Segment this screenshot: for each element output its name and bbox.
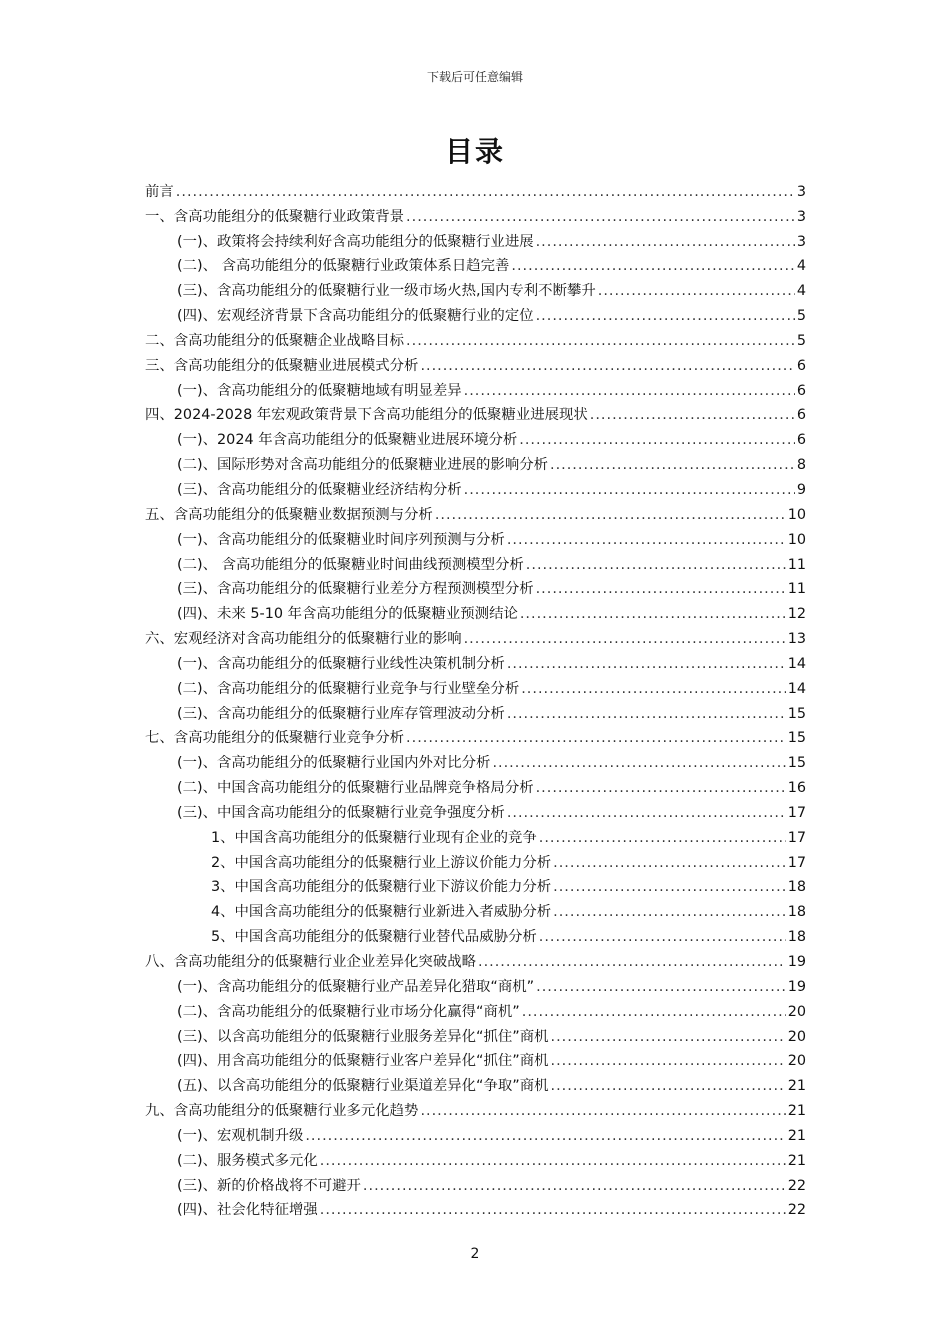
toc-leader-dots xyxy=(536,306,795,326)
toc-entry-text: (四)、用含高功能组分的低聚糖行业客户差异化“抓住”商机 xyxy=(177,1053,549,1070)
toc-entry-text: (三)、以含高功能组分的低聚糖行业服务差异化“抓住”商机 xyxy=(177,1028,549,1045)
toc-entry[interactable] xyxy=(145,1146,806,1171)
toc-leader-dots xyxy=(551,1027,786,1047)
toc-leader-dots xyxy=(435,505,786,525)
toc-leader-dots xyxy=(536,232,795,252)
toc-entry-page: 18 xyxy=(787,904,806,921)
toc-entry-text: (三)、新的价格战将不可避开 xyxy=(177,1177,361,1194)
toc-leader-dots xyxy=(521,679,785,699)
toc-entry-text: (三)、含高功能组分的低聚糖行业一级市场火热,国内专利不断攀升 xyxy=(177,283,596,300)
toc-entry-page: 13 xyxy=(787,631,806,648)
toc-entry-page: 14 xyxy=(787,680,806,697)
toc-entry-page: 14 xyxy=(787,655,806,672)
toc-entry-page: 20 xyxy=(787,1053,806,1070)
toc-entry-page: 20 xyxy=(787,1028,806,1045)
toc-entry[interactable] xyxy=(145,674,806,699)
toc-entry-page: 4 xyxy=(796,258,806,275)
toc-entry-text: 一、含高功能组分的低聚糖行业政策背景 xyxy=(145,208,405,225)
toc-entry[interactable] xyxy=(145,922,806,947)
toc-entry-text: 九、含高功能组分的低聚糖行业多元化趋势 xyxy=(145,1103,419,1120)
toc-leader-dots xyxy=(536,579,786,599)
toc-entry[interactable] xyxy=(145,773,806,798)
toc-entry-page: 5 xyxy=(796,332,806,349)
toc-leader-dots xyxy=(536,778,786,798)
toc-entry-text: (二)、 含高功能组分的低聚糖行业政策体系日趋完善 xyxy=(177,258,510,275)
toc-entry-page: 4 xyxy=(796,283,806,300)
toc-entry-page: 15 xyxy=(787,755,806,772)
toc-entry[interactable] xyxy=(145,823,806,848)
toc-entry[interactable] xyxy=(145,897,806,922)
toc-entry[interactable] xyxy=(145,972,806,997)
toc-leader-dots xyxy=(522,1002,786,1022)
toc-entry-text: (一)、含高功能组分的低聚糖地域有明显差异 xyxy=(177,382,462,399)
toc-entry-page: 15 xyxy=(787,705,806,722)
toc-entry-text: (一)、政策将会持续利好含高功能组分的低聚糖行业进展 xyxy=(177,233,534,250)
toc-entry-page: 19 xyxy=(787,978,806,995)
toc-entry-text: (一)、含高功能组分的低聚糖行业线性决策机制分析 xyxy=(177,655,505,672)
toc-leader-dots xyxy=(320,1151,786,1171)
toc-entry[interactable] xyxy=(145,699,806,724)
toc-entry-page: 21 xyxy=(787,1078,806,1095)
toc-entry[interactable] xyxy=(145,1022,806,1047)
toc-entry-page: 16 xyxy=(787,780,806,797)
toc-entry-text: 5、中国含高功能组分的低聚糖行业替代品威胁分析 xyxy=(211,929,537,946)
toc-leader-dots xyxy=(492,753,785,773)
toc-entry-text: (三)、含高功能组分的低聚糖行业库存管理波动分析 xyxy=(177,705,505,722)
toc-entry-page: 3 xyxy=(796,233,806,250)
toc-entry-page: 17 xyxy=(787,829,806,846)
toc-entry-page: 10 xyxy=(787,506,806,523)
toc-entry-page: 6 xyxy=(796,432,806,449)
toc-entry[interactable] xyxy=(145,500,806,525)
toc-leader-dots xyxy=(320,1200,786,1220)
toc-leader-dots xyxy=(551,1076,786,1096)
toc-entry-page: 21 xyxy=(787,1103,806,1120)
toc-entry[interactable] xyxy=(145,1171,806,1196)
toc-entry-text: (二)、含高功能组分的低聚糖行业竞争与行业壁垒分析 xyxy=(177,680,520,697)
toc-entry-page: 20 xyxy=(787,1003,806,1020)
toc-entry[interactable] xyxy=(145,1196,806,1221)
toc-leader-dots xyxy=(536,977,786,997)
toc-leader-dots xyxy=(550,455,795,475)
toc-entry[interactable] xyxy=(145,1121,806,1146)
toc-entry-text: 七、含高功能组分的低聚糖行业竞争分析 xyxy=(145,730,405,747)
toc-entry[interactable] xyxy=(145,798,806,823)
toc-entry[interactable] xyxy=(145,649,806,674)
toc-entry[interactable] xyxy=(145,401,806,426)
toc-entry-text: (四)、社会化特征增强 xyxy=(177,1202,318,1219)
toc-entry-page: 8 xyxy=(796,457,806,474)
toc-entry-text: (一)、含高功能组分的低聚糖行业产品差异化猎取“商机” xyxy=(177,978,535,995)
toc-entry-text: (三)、含高功能组分的低聚糖行业差分方程预测模型分析 xyxy=(177,581,534,598)
toc-entry[interactable] xyxy=(145,351,806,376)
page-number: 2 xyxy=(470,1246,480,1262)
toc-entry[interactable] xyxy=(145,947,806,972)
toc-leader-dots xyxy=(406,207,795,227)
toc-entry[interactable] xyxy=(145,599,806,624)
toc-entry[interactable] xyxy=(145,724,806,749)
toc-entry[interactable] xyxy=(145,550,806,575)
toc-entry[interactable] xyxy=(145,276,806,301)
toc-leader-dots xyxy=(507,704,786,724)
toc-entry-page: 22 xyxy=(787,1202,806,1219)
toc-entry-text: 2、中国含高功能组分的低聚糖行业上游议价能力分析 xyxy=(211,854,552,871)
toc-entry-page: 21 xyxy=(787,1152,806,1169)
toc-entry[interactable] xyxy=(145,873,806,898)
toc-leader-dots xyxy=(406,728,786,748)
toc-entry-page: 3 xyxy=(796,208,806,225)
toc-entry[interactable] xyxy=(145,227,806,252)
toc-entry-text: 五、含高功能组分的低聚糖业数据预测与分析 xyxy=(145,506,433,523)
toc-leader-dots xyxy=(406,331,795,351)
toc-entry-text: (二)、含高功能组分的低聚糖行业市场分化赢得“商机” xyxy=(177,1003,520,1020)
toc-entry-page: 18 xyxy=(787,879,806,896)
toc-leader-dots xyxy=(598,281,795,301)
toc-leader-dots xyxy=(511,256,794,276)
toc-entry-page: 12 xyxy=(787,606,806,623)
toc-entry-text: (二)、中国含高功能组分的低聚糖行业品牌竞争格局分析 xyxy=(177,780,534,797)
toc-leader-dots xyxy=(176,182,795,202)
toc-entry[interactable] xyxy=(145,475,806,500)
toc-entry-page: 17 xyxy=(787,804,806,821)
toc-leader-dots xyxy=(553,877,786,897)
toc-entry[interactable] xyxy=(145,376,806,401)
toc-leader-dots xyxy=(553,853,786,873)
header-note: 下载后可任意编辑 xyxy=(426,70,523,84)
toc-entry[interactable] xyxy=(145,202,806,227)
toc-entry-text: 3、中国含高功能组分的低聚糖行业下游议价能力分析 xyxy=(211,879,552,896)
toc-entry-page: 15 xyxy=(787,730,806,747)
toc-entry-page: 5 xyxy=(796,308,806,325)
toc-entry[interactable] xyxy=(145,450,806,475)
toc-leader-dots xyxy=(478,952,786,972)
toc-entry-text: (一)、宏观机制升级 xyxy=(177,1127,304,1144)
toc-leader-dots xyxy=(420,1101,785,1121)
table-of-contents xyxy=(145,177,806,1220)
toc-leader-dots xyxy=(464,480,795,500)
toc-entry[interactable] xyxy=(145,301,806,326)
toc-entry-text: (三)、含高功能组分的低聚糖业经济结构分析 xyxy=(177,481,462,498)
toc-entry-page: 18 xyxy=(787,929,806,946)
toc-entry[interactable] xyxy=(145,252,806,277)
toc-entry[interactable] xyxy=(145,425,806,450)
toc-leader-dots xyxy=(590,405,795,425)
toc-entry-page: 19 xyxy=(787,954,806,970)
toc-entry-page: 10 xyxy=(787,531,806,548)
toc-entry-page: 9 xyxy=(796,481,806,498)
toc-entry-text: (二)、服务模式多元化 xyxy=(177,1152,318,1169)
toc-leader-dots xyxy=(526,555,786,575)
toc-entry-page: 11 xyxy=(787,581,806,598)
toc-entry-text: (二)、 含高功能组分的低聚糖业时间曲线预测模型分析 xyxy=(177,556,524,573)
toc-entry[interactable] xyxy=(145,177,806,202)
toc-leader-dots xyxy=(519,430,795,450)
toc-entry-text: 八、含高功能组分的低聚糖行业企业差异化突破战略 xyxy=(145,954,476,970)
toc-leader-dots xyxy=(305,1126,785,1146)
toc-entry[interactable] xyxy=(145,326,806,351)
toc-entry-page: 6 xyxy=(796,407,806,424)
toc-entry-text: 六、宏观经济对含高功能组分的低聚糖行业的影响 xyxy=(145,631,462,648)
toc-entry-text: 前言 xyxy=(145,183,174,200)
toc-leader-dots xyxy=(507,530,786,550)
toc-entry-text: (一)、含高功能组分的低聚糖业时间序列预测与分析 xyxy=(177,531,505,548)
toc-entry-text: 三、含高功能组分的低聚糖业进展模式分析 xyxy=(145,357,419,374)
toc-entry-page: 3 xyxy=(796,183,806,200)
toc-entry-text: (二)、国际形势对含高功能组分的低聚糖业进展的影响分析 xyxy=(177,457,548,474)
toc-entry-text: (四)、未来 5-10 年含高功能组分的低聚糖业预测结论 xyxy=(177,606,518,623)
toc-entry-text: 四、2024-2028 年宏观政策背景下含高功能组分的低聚糖业进展现状 xyxy=(145,407,588,424)
toc-entry-page: 6 xyxy=(796,357,806,374)
toc-entry-page: 22 xyxy=(787,1177,806,1194)
toc-leader-dots xyxy=(507,803,786,823)
toc-entry-text: (三)、中国含高功能组分的低聚糖行业竞争强度分析 xyxy=(177,804,505,821)
toc-entry[interactable] xyxy=(145,848,806,873)
toc-entry-page: 21 xyxy=(787,1127,806,1144)
toc-entry-page: 17 xyxy=(787,854,806,871)
toc-entry-text: (五)、以含高功能组分的低聚糖行业渠道差异化“争取”商机 xyxy=(177,1078,549,1095)
toc-title: 目录 xyxy=(444,135,505,168)
toc-entry-text: (一)、2024 年含高功能组分的低聚糖业进展环境分析 xyxy=(177,432,518,449)
toc-entry-text: 1、中国含高功能组分的低聚糖行业现有企业的竞争 xyxy=(211,829,537,846)
toc-entry-page: 6 xyxy=(796,382,806,399)
toc-entry[interactable] xyxy=(145,1047,806,1072)
toc-entry-text: 二、含高功能组分的低聚糖企业战略目标 xyxy=(145,332,405,349)
toc-leader-dots xyxy=(507,654,786,674)
toc-leader-dots xyxy=(363,1176,786,1196)
toc-entry[interactable] xyxy=(145,575,806,600)
toc-entry[interactable] xyxy=(145,997,806,1022)
toc-leader-dots xyxy=(420,356,794,376)
toc-leader-dots xyxy=(520,604,786,624)
toc-entry[interactable] xyxy=(145,525,806,550)
toc-leader-dots xyxy=(464,381,795,401)
toc-entry[interactable] xyxy=(145,748,806,773)
toc-entry-text: 4、中国含高功能组分的低聚糖行业新进入者威胁分析 xyxy=(211,904,552,921)
toc-leader-dots xyxy=(539,828,786,848)
toc-leader-dots xyxy=(539,927,786,947)
toc-entry[interactable] xyxy=(145,624,806,649)
toc-leader-dots xyxy=(464,629,786,649)
toc-entry-page: 11 xyxy=(787,556,806,573)
toc-entry[interactable] xyxy=(145,1071,806,1096)
toc-entry[interactable] xyxy=(145,1096,806,1121)
toc-entry-text: (四)、宏观经济背景下含高功能组分的低聚糖行业的定位 xyxy=(177,308,534,325)
toc-entry-text: (一)、含高功能组分的低聚糖行业国内外对比分析 xyxy=(177,755,491,772)
toc-leader-dots xyxy=(553,902,786,922)
toc-leader-dots xyxy=(551,1051,786,1071)
